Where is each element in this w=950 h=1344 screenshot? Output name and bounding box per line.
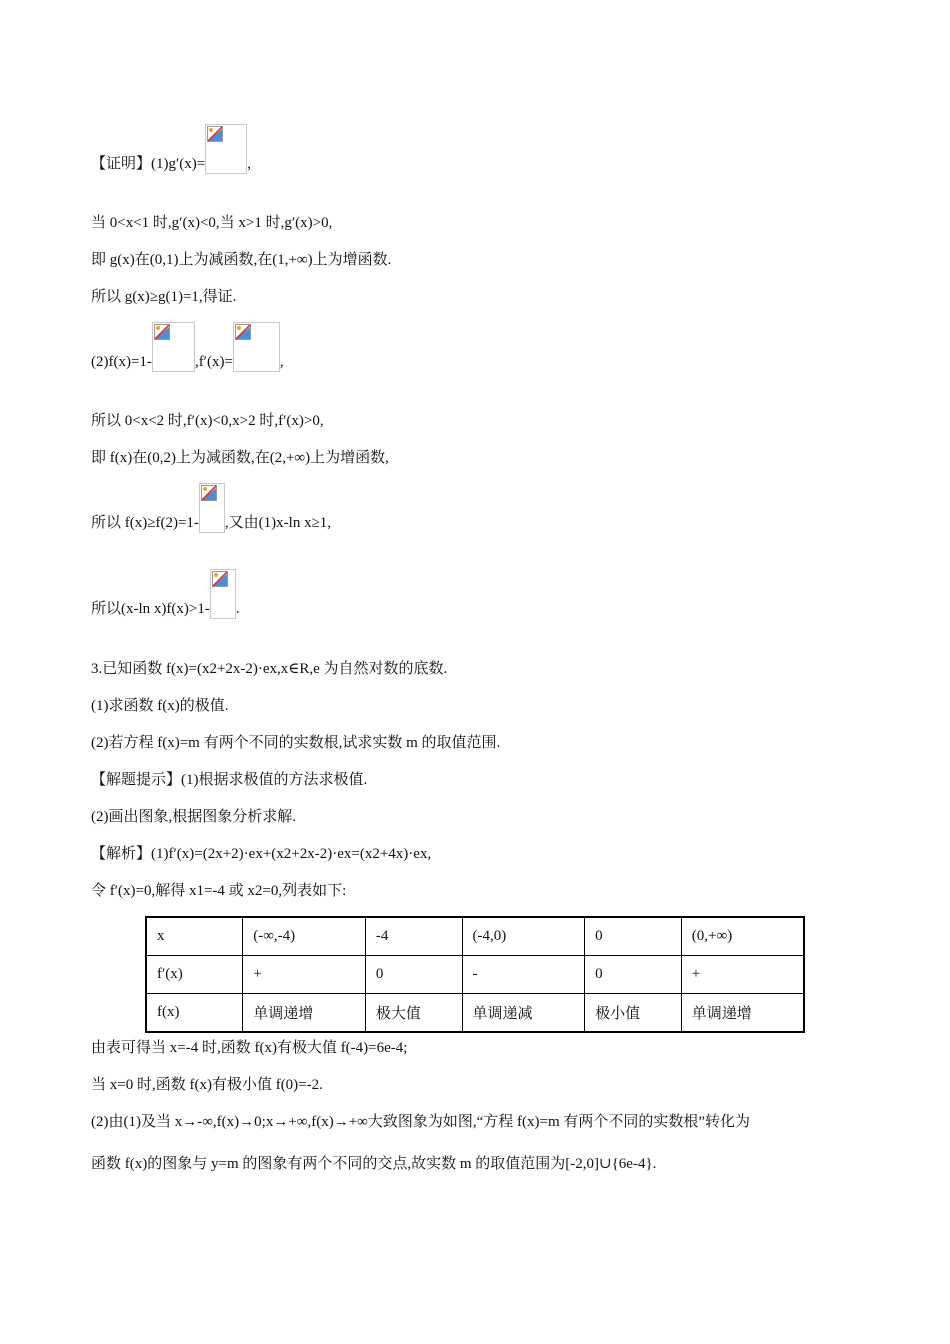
- formula-image-placeholder: [152, 322, 195, 372]
- formula-image-placeholder: [205, 124, 247, 174]
- broken-image-icon: [207, 126, 223, 142]
- table-cell: 0: [365, 956, 462, 994]
- proof-text: 所以 f(x)≥f(2)=1-: [91, 515, 199, 531]
- extremum-table: [145, 916, 805, 1033]
- proof-line-6: 所以 0<x<2 时,f′(x)<0,x>2 时,f′(x)>0,: [91, 413, 324, 429]
- proof-line-9: [91, 569, 240, 621]
- table-cell: (0,+∞): [681, 917, 804, 956]
- table-row: [146, 994, 804, 1033]
- formula-image-placeholder: [233, 322, 280, 372]
- table-cell: 单调递增: [243, 994, 366, 1033]
- conclusion-line-3: (2)由(1)及当 x→-∞,f(x)→0;x→+∞,f(x)→+∞大致图象为如图,“方程 f(x)=m 有两个不同的实数根”转化为: [91, 1114, 751, 1130]
- solution-line-2: 令 f′(x)=0,解得 x1=-4 或 x2=0,列表如下:: [91, 883, 347, 899]
- broken-image-icon: [235, 324, 251, 340]
- proof-text: (2)f(x)=1-: [91, 354, 152, 370]
- table-cell: +: [243, 956, 366, 994]
- proof-text: ,f′(x)=: [194, 354, 233, 370]
- table-cell: f′(x): [146, 956, 243, 994]
- table-cell: +: [681, 956, 804, 994]
- table-cell: (-∞,-4): [243, 917, 366, 956]
- question-3-part-1: (1)求函数 f(x)的极值.: [91, 698, 229, 714]
- table-cell: 极大值: [365, 994, 462, 1033]
- table-cell: 单调递减: [462, 994, 585, 1033]
- table-row: [146, 917, 804, 956]
- hint-line-2: (2)画出图象,根据图象分析求解.: [91, 809, 296, 825]
- table-cell: -: [462, 956, 585, 994]
- table-cell: (-4,0): [462, 917, 585, 956]
- formula-image-placeholder: [199, 483, 225, 533]
- question-3-stem: 3.已知函数 f(x)=(x2+2x-2)·ex,x∈R,e 为自然对数的底数.: [91, 661, 448, 677]
- question-3-part-2: (2)若方程 f(x)=m 有两个不同的实数根,试求实数 m 的取值范围.: [91, 735, 501, 751]
- broken-image-icon: [212, 571, 228, 587]
- proof-text: ,又由(1)x-ln x≥1,: [224, 515, 332, 531]
- proof-line-7: 即 f(x)在(0,2)上为减函数,在(2,+∞)上为增函数,: [91, 450, 389, 466]
- proof-line-1: [91, 124, 251, 176]
- proof-text: ,: [279, 354, 284, 370]
- table-cell: 单调递增: [681, 994, 804, 1033]
- proof-line-2: 当 0<x<1 时,g′(x)<0,当 x>1 时,g′(x)>0,: [91, 215, 333, 231]
- proof-line-5: [91, 322, 284, 374]
- proof-line-8: [91, 483, 331, 535]
- formula-image-placeholder: [210, 569, 236, 619]
- conclusion-line-1: 由表可得当 x=-4 时,函数 f(x)有极大值 f(-4)=6e-4;: [91, 1040, 408, 1056]
- table-cell: f(x): [146, 994, 243, 1033]
- proof-line-4: 所以 g(x)≥g(1)=1,得证.: [91, 289, 237, 305]
- table-cell: 极小值: [585, 994, 682, 1033]
- proof-text: ,: [247, 156, 251, 172]
- hint-line-1: 【解题提示】(1)根据求极值的方法求极值.: [91, 772, 368, 788]
- proof-text: .: [235, 601, 240, 617]
- table-row: [146, 956, 804, 994]
- proof-line-3: 即 g(x)在(0,1)上为减函数,在(1,+∞)上为增函数.: [91, 252, 392, 268]
- table-cell: 0: [585, 956, 682, 994]
- proof-text: 【证明】(1)g′(x)=: [91, 156, 206, 172]
- table-cell: 0: [585, 917, 682, 956]
- solution-line-1: 【解析】(1)f′(x)=(2x+2)·ex+(x2+2x-2)·ex=(x2+4x)·ex,: [91, 846, 432, 862]
- conclusion-line-4: 函数 f(x)的图象与 y=m 的图象有两个不同的交点,故实数 m 的取值范围为[-2,0]∪{6e-4}.: [91, 1156, 657, 1172]
- proof-text: 所以(x-ln x)f(x)>1-: [91, 601, 210, 617]
- conclusion-line-2: 当 x=0 时,函数 f(x)有极小值 f(0)=-2.: [91, 1077, 323, 1093]
- table-cell: x: [146, 917, 243, 956]
- broken-image-icon: [201, 485, 217, 501]
- table-cell: -4: [365, 917, 462, 956]
- broken-image-icon: [154, 324, 170, 340]
